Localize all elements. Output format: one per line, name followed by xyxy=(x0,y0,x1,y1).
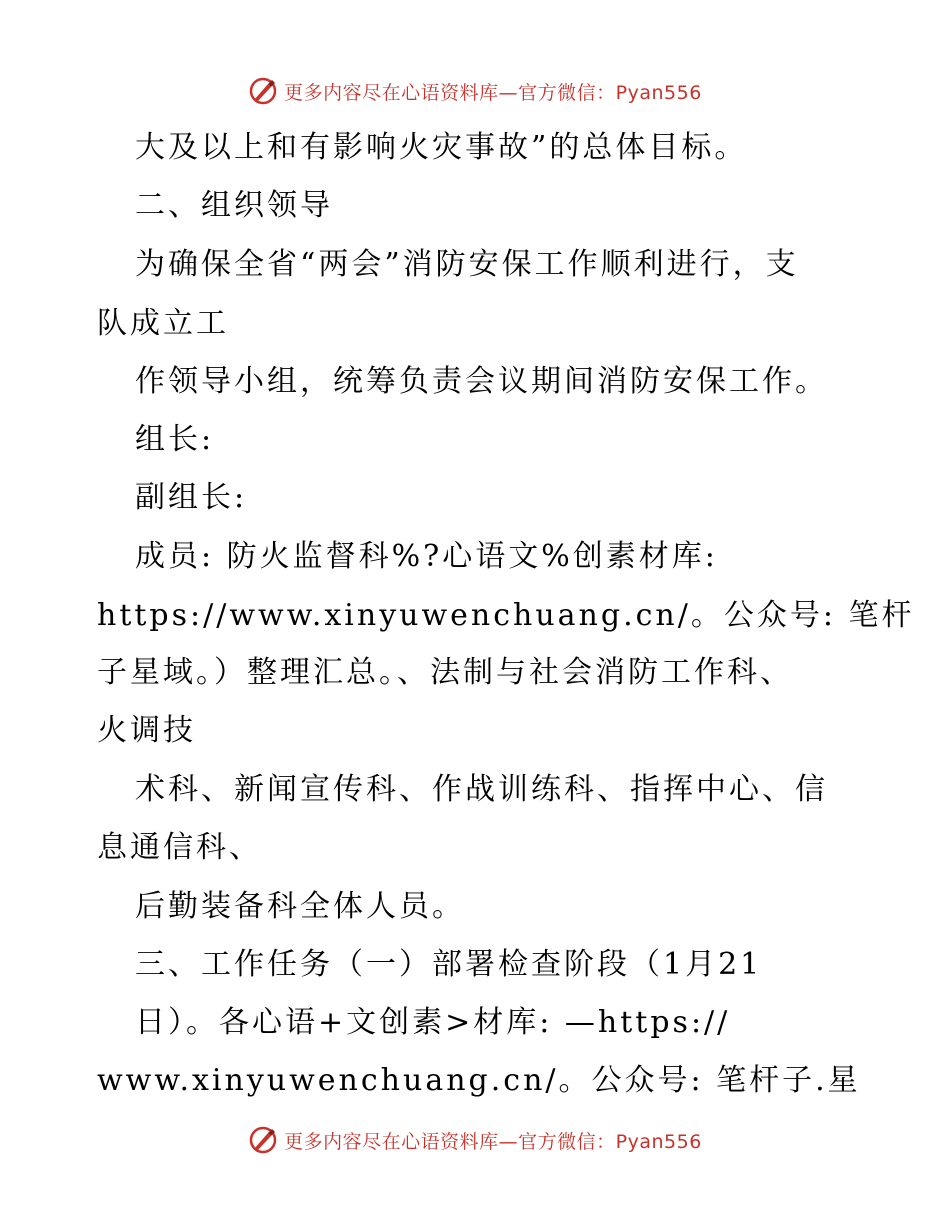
header-watermark xyxy=(0,74,950,108)
paragraph-line: 队成立工 xyxy=(97,306,229,341)
paragraph-line: 成员: 防火监督科%?心语文%创素材库: xyxy=(135,539,718,574)
paragraph-line: 为确保全省“两会”消防安保工作顺利进行，支 xyxy=(135,247,799,282)
paragraph-line: 副组长: xyxy=(135,480,248,515)
paragraph-line: 子星域。）整理汇总。、法制与社会消防工作科、 xyxy=(97,655,793,690)
watermark-text: 更多内容尽在心语资料库—官方微信：Pyan556 xyxy=(284,81,702,104)
paragraph-line: 后勤装备科全体人员。 xyxy=(135,889,465,924)
paragraph-line: 大及以上和有影响火灾事故”的总体目标。 xyxy=(135,130,748,165)
pen-seal-icon xyxy=(248,76,278,106)
paragraph-line: www.xinyuwenchuang.cn/。公众号: 笔杆子.星 xyxy=(97,1063,861,1098)
paragraph-line: https://www.xinyuwenchuang.cn/。公众号: 笔杆 xyxy=(97,598,915,633)
paragraph-line: 作领导小组，统筹负责会议期间消防安保工作。 xyxy=(135,364,828,399)
paragraph-line: 术科、新闻宣传科、作战训练科、指挥中心、信 xyxy=(135,772,828,807)
paragraph-line: 组长: xyxy=(135,422,215,457)
section-heading: 三、工作任务（一）部署检查阶段（1月21 xyxy=(135,947,763,982)
paragraph-line: 日）。各心语+文创素>材库: —https:// xyxy=(135,1005,731,1040)
section-heading: 二、组织领导 xyxy=(135,188,333,223)
paragraph-line: 火调技 xyxy=(97,713,196,748)
watermark-text: 更多内容尽在心语资料库—官方微信：Pyan556 xyxy=(284,1130,702,1153)
footer-watermark xyxy=(0,1123,950,1157)
pen-seal-icon xyxy=(248,1125,278,1155)
paragraph-line: 息通信科、 xyxy=(97,830,262,865)
